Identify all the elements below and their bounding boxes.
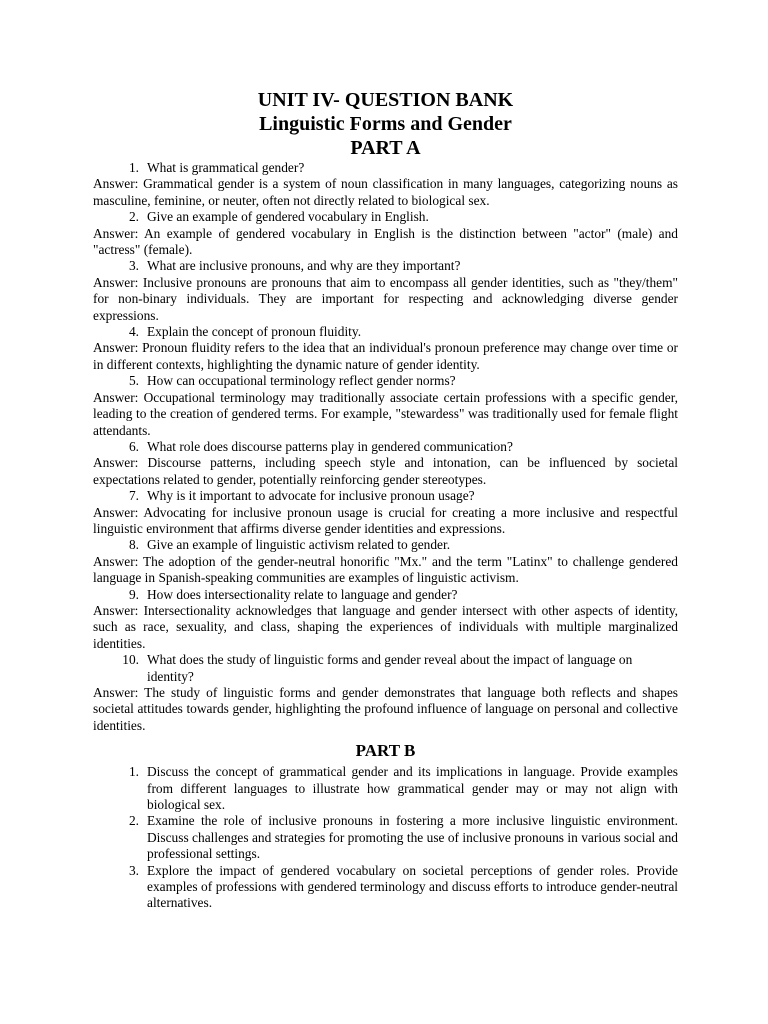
answer-text: Answer: Intersectionality acknowledges that language and gender intersect with other aspects of identity, such as race, sexuality, and class, shaping the experiences of individuals with multiple marginalized identities. (93, 602, 678, 651)
answer-text: Answer: Grammatical gender is a system of noun classification in many languages, categorizing nouns as masculine, feminine, or neuter, often not directly related to biological sex. (93, 176, 678, 208)
part-b-item (117, 764, 678, 813)
question-item (117, 258, 678, 274)
question-item (117, 209, 678, 225)
question-text: What does the study of linguistic forms and gender reveal about the impact of language on identity? (147, 652, 633, 684)
document-subtitle: Linguistic Forms and Gender (259, 113, 512, 135)
answer-text: Answer: Inclusive pronouns are pronouns that aim to encompass all gender identities, such as "they/them" for non-binary individuals. They are important for respecting and acknowledging diverse gender expressions. (93, 274, 678, 323)
answer-text: Answer: The study of linguistic forms and gender demonstrates that language both reflects and shapes societal attitudes towards gender, highlighting the profound influence of language on personal and collective identities. (93, 685, 678, 733)
question-item (117, 160, 678, 176)
part-b-item-text: Discuss the concept of grammatical gender and its implications in language. Provide examples from different languages to illustrate how grammatical gender may or may not align with biological sex. (147, 764, 678, 813)
question-number: 3. (128, 258, 139, 274)
question-number: 1. (128, 160, 139, 175)
question-number: 8. (128, 537, 139, 553)
question-number: 5. (128, 373, 139, 389)
question-text: What are inclusive pronouns, and why are they important? (147, 258, 461, 274)
question-item (117, 587, 678, 603)
part-b-heading: PART B (355, 741, 416, 761)
question-text: What is grammatical gender? (147, 160, 305, 175)
answer-text: Answer: Discourse patterns, including speech style and intonation, can be influenced by societal expectations related to gender, potentially reinforcing gender stereotypes. (93, 455, 678, 487)
part-b-list (93, 764, 678, 912)
part-b-item (117, 863, 678, 912)
question-number: 9. (128, 586, 139, 602)
part-b-item-number: 3. (128, 862, 139, 878)
part-b-item (117, 813, 678, 862)
question-number: 6. (128, 438, 139, 454)
part-a-list (93, 160, 678, 734)
question-item (117, 537, 678, 553)
answer-text: Answer: Advocating for inclusive pronoun usage is crucial for creating a more inclusive and respectful linguistic environment that affirms diverse gender identities and expressions. (93, 504, 678, 536)
question-text: How can occupational terminology reflect gender norms? (147, 373, 456, 389)
question-item (117, 439, 678, 455)
answer-text: Answer: Pronoun fluidity refers to the idea that an individual's pronoun preference may change over time or in different contexts, highlighting the dynamic nature of gender identity. (93, 340, 678, 372)
question-text: Give an example of gendered vocabulary in English. (147, 209, 429, 225)
question-text: How does intersectionality relate to language and gender? (147, 586, 458, 602)
question-number: 2. (128, 209, 139, 225)
question-text: Give an example of linguistic activism related to gender. (147, 537, 451, 553)
question-number: 7. (128, 488, 139, 504)
document-title: UNIT IV- QUESTION BANK (257, 89, 514, 111)
question-item (117, 324, 678, 340)
question-text: Explain the concept of pronoun fluidity. (147, 324, 362, 340)
answer-text: Answer: The adoption of the gender-neutral honorific "Mx." and the term "Latinx" to challenge gendered language in Spanish-speaking communities are examples of linguistic activism. (93, 553, 678, 586)
question-text: What role does discourse patterns play in gendered communication? (147, 438, 513, 454)
part-a-heading: PART A (350, 137, 421, 159)
part-b-item-number: 2. (128, 813, 139, 829)
question-item (117, 373, 678, 389)
answer-text: Answer: An example of gendered vocabulary in English is the distinction between "actor" (male) and "actress" (female). (93, 225, 678, 258)
question-item (117, 488, 678, 504)
part-b-item-text: Explore the impact of gendered vocabulary on societal perceptions of gender roles. Provide examples of professions with gendered terminology and discuss efforts to introduce gender-neutral alternatives. (147, 862, 678, 911)
question-number: 10. (122, 652, 139, 668)
question-text: Why is it important to advocate for inclusive pronoun usage? (147, 488, 475, 504)
question-item (117, 652, 678, 685)
answer-text: Answer: Occupational terminology may traditionally associate certain professions with a specific gender, leading to the creation of gendered terms. For example, "stewardess" was traditionally used for female flight attendants. (93, 389, 678, 438)
part-b-item-text: Examine the role of inclusive pronouns in fostering a more inclusive linguistic environment. Discuss challenges and strategies for promoting the use of inclusive pronouns in various social and professional settings. (147, 813, 678, 862)
part-b-item-number: 1. (128, 764, 139, 780)
question-number: 4. (128, 324, 139, 340)
